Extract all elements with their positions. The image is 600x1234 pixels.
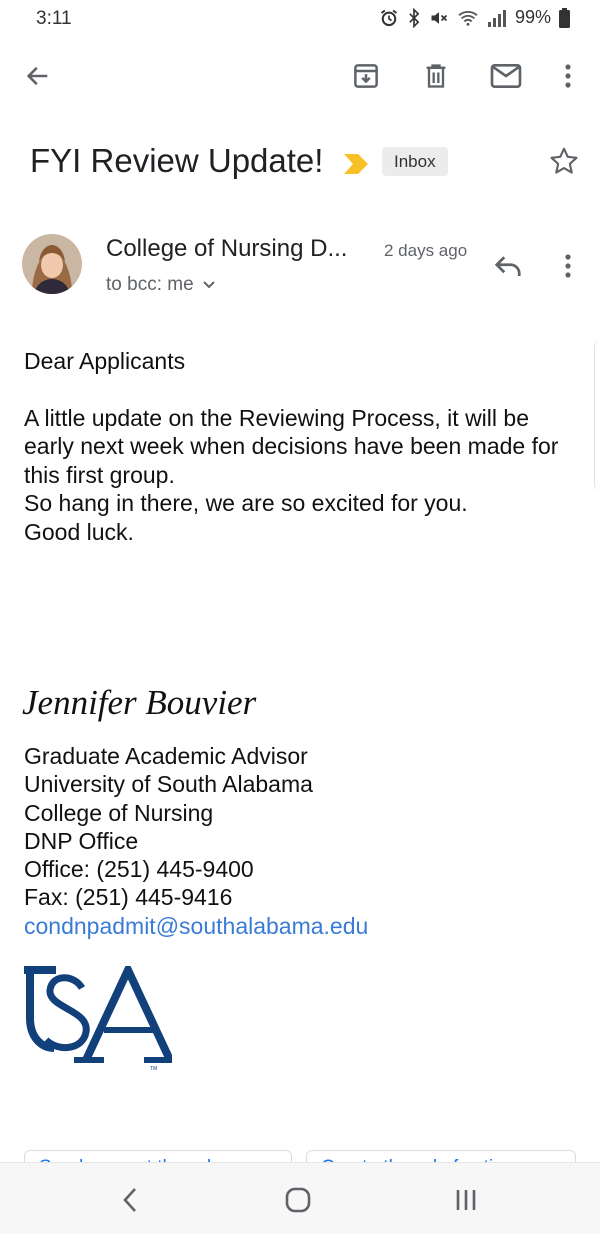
recipients-text: to bcc: me: [106, 274, 194, 295]
recents-nav-icon[interactable]: [446, 1183, 486, 1217]
bluetooth-icon: [407, 8, 421, 28]
archive-icon[interactable]: [348, 58, 384, 94]
signature-college: College of Nursing: [24, 799, 214, 826]
sent-time: 2 days ago: [384, 241, 468, 260]
battery-percent: 99%: [514, 7, 551, 27]
star-icon[interactable]: [548, 145, 580, 182]
message-more-icon[interactable]: [550, 248, 586, 284]
back-arrow-icon[interactable]: [20, 58, 56, 94]
body-greeting: Dear Applicants: [24, 348, 186, 374]
recipients-toggle[interactable]: [106, 274, 216, 296]
avatar[interactable]: [22, 234, 82, 294]
signature-office-unit: DNP Office: [24, 827, 139, 854]
mute-icon: [429, 8, 449, 28]
battery-icon: [559, 8, 570, 28]
usa-logo: [22, 966, 172, 1072]
home-nav-icon[interactable]: [278, 1183, 318, 1217]
email-body: [24, 347, 584, 546]
body-line: So hang in there, we are so excited for you.: [24, 490, 468, 516]
signature-name: Jennifer Bouvier: [22, 683, 257, 722]
status-time: 3:11: [36, 8, 72, 29]
signal-icon: [487, 9, 507, 27]
system-nav-bar: [0, 1162, 600, 1234]
signature-title: Graduate Academic Advisor: [24, 743, 308, 769]
mark-unread-icon[interactable]: [488, 58, 524, 94]
status-icons: [379, 7, 570, 28]
reply-icon[interactable]: [490, 248, 526, 284]
sender-row: [0, 228, 600, 308]
signature-email-link[interactable]: condnpadmit@southalabama.edu: [24, 912, 369, 939]
alarm-icon: [379, 8, 399, 28]
signature-block: [24, 742, 368, 940]
status-bar: [0, 0, 600, 40]
inbox-label-chip[interactable]: Inbox: [382, 147, 448, 176]
delete-icon[interactable]: [418, 58, 454, 94]
body-closing: Good luck.: [24, 518, 134, 545]
important-marker-icon[interactable]: [343, 153, 369, 180]
scroll-edge: [594, 340, 600, 490]
email-subject: FYI Review Update!: [30, 142, 324, 179]
subject-row: [0, 136, 600, 192]
svg-text:TM: TM: [150, 1066, 158, 1072]
wifi-icon: [457, 9, 479, 27]
chevron-down-icon: [202, 274, 216, 296]
sender-name[interactable]: College of Nursing D...: [106, 235, 348, 262]
signature-office-phone: Office: (251) 445-9400: [24, 856, 254, 883]
more-vert-icon[interactable]: [550, 58, 586, 94]
back-nav-icon[interactable]: [110, 1183, 150, 1217]
email-toolbar: [0, 50, 600, 102]
signature-university: University of South Alabama: [24, 771, 313, 798]
body-paragraph: A little update on the Reviewing Process, it will be early next week when decisions have been made for this first group.: [24, 404, 559, 488]
signature-fax: Fax: (251) 445-9416: [24, 884, 233, 911]
